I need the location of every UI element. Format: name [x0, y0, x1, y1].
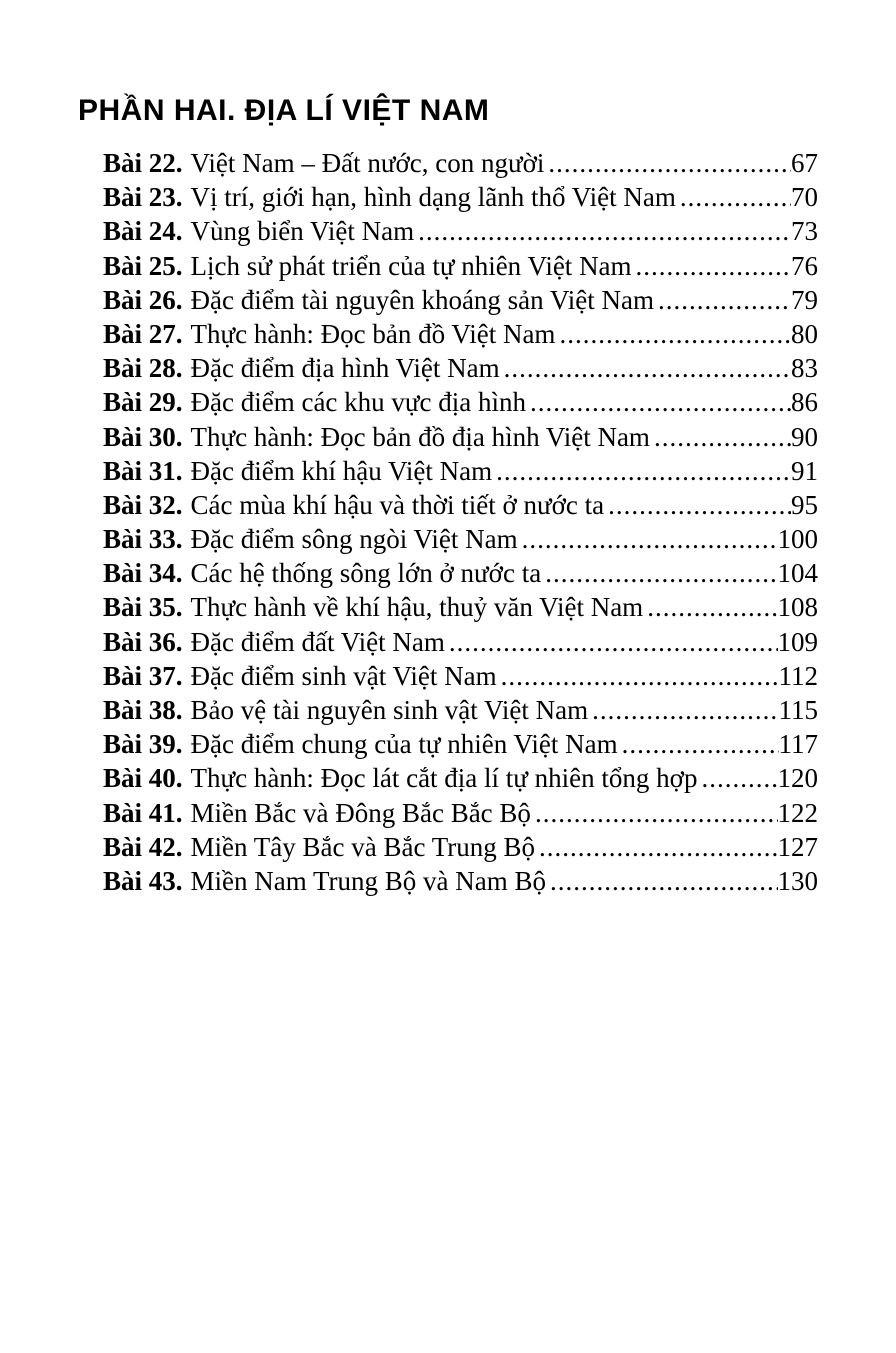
toc-entry-label: Bài 24.: [103, 216, 183, 247]
toc-entry-label: Bài 38.: [103, 695, 183, 725]
toc-entry-title: Thực hành: Đọc bản đồ địa hình Việt Nam: [190, 421, 650, 452]
toc-dot-leader: [501, 659, 779, 693]
toc-entry-page-number: 90: [791, 421, 818, 452]
toc-entry-title: Miền Bắc và Đông Bắc Bắc Bộ: [190, 797, 531, 828]
toc-entry-page-number: 127: [777, 831, 818, 862]
toc-entry-title: Thực hành: Đọc bản đồ Việt Nam: [190, 318, 556, 349]
toc-dot-leader: [504, 351, 791, 385]
toc-entry-title: Đặc điểm các khu vực địa hình: [190, 387, 527, 418]
toc-entry-title: Đặc điểm khí hậu Việt Nam: [190, 455, 493, 486]
toc-entry: [103, 488, 818, 522]
toc-entry: [103, 420, 818, 454]
toc-dot-leader: [647, 590, 777, 624]
toc-entry-page-number: 67: [791, 148, 818, 178]
toc-entry-title: Vị trí, giới hạn, hình dạng lãnh thổ Việt Nam: [190, 182, 676, 213]
toc-dot-leader: [522, 522, 778, 556]
toc-entry: [103, 454, 818, 488]
toc-list: [103, 146, 818, 898]
toc-entry-page-number: 122: [777, 797, 818, 828]
toc-entry-label: Bài 36.: [103, 626, 183, 657]
toc-dot-leader: [654, 420, 791, 454]
toc-entry: [103, 556, 818, 590]
toc-entry-title: Các mùa khí hậu và thời tiết ở nước ta: [190, 489, 605, 520]
toc-dot-leader: [658, 283, 791, 317]
toc-entry-title: Đặc điểm tài nguyên khoáng sản Việt Nam: [190, 284, 655, 315]
toc-entry-title: Việt Nam – Đất nước, con người: [190, 148, 545, 178]
toc-entry-label: Bài 25.: [103, 250, 183, 281]
toc-entry: [103, 864, 818, 898]
toc-entry: [103, 693, 818, 727]
toc-entry-page-number: 86: [791, 387, 818, 418]
toc-entry: [103, 180, 818, 214]
toc-entry-page-number: 73: [791, 216, 818, 247]
toc-entry: [103, 283, 818, 317]
toc-entry-label: Bài 39.: [103, 729, 183, 760]
toc-entry: [103, 625, 818, 659]
toc-entry-title: Thực hành: Đọc lát cắt địa lí tự nhiên tổng hợp: [190, 763, 698, 794]
toc-dot-leader: [535, 796, 778, 830]
toc-entry-page-number: 79: [791, 284, 818, 315]
toc-dot-leader: [622, 727, 779, 761]
toc-entry-page-number: 120: [777, 763, 818, 794]
toc-entry-title: Đặc điểm địa hình Việt Nam: [190, 353, 500, 384]
toc-dot-leader: [539, 830, 778, 864]
toc-dot-leader: [592, 693, 778, 727]
toc-entry-title: Các hệ thống sông lớn ở nước ta: [190, 558, 542, 589]
toc-dot-leader: [530, 385, 791, 419]
toc-dot-leader: [496, 454, 791, 488]
toc-entry-page-number: 95: [791, 489, 818, 520]
toc-entry: [103, 796, 818, 830]
toc-dot-leader: [701, 761, 777, 795]
toc-entry: [103, 590, 818, 624]
toc-entry-label: Bài 35.: [103, 592, 183, 623]
toc-entry-title: Đặc điểm chung của tự nhiên Việt Nam: [190, 729, 618, 760]
toc-entry-label: Bài 42.: [103, 831, 183, 862]
toc-entry-label: Bài 37.: [103, 660, 183, 691]
toc-dot-leader: [545, 556, 777, 590]
toc-entry: [103, 317, 818, 351]
toc-entry-label: Bài 43.: [103, 865, 183, 896]
toc-dot-leader: [680, 180, 791, 214]
toc-entry-label: Bài 26.: [103, 284, 183, 315]
toc-entry-page-number: 104: [777, 558, 818, 589]
toc-dot-leader: [449, 625, 778, 659]
toc-entry-label: Bài 23.: [103, 182, 183, 213]
toc-entry-page-number: 91: [791, 455, 818, 486]
toc-entry-page-number: 109: [777, 626, 818, 657]
toc-entry: [103, 659, 818, 693]
toc-entry-label: Bài 30.: [103, 421, 183, 452]
toc-entry-label: Bài 22.: [103, 148, 183, 178]
toc-entry-label: Bài 27.: [103, 318, 183, 349]
toc-entry-page-number: 130: [777, 865, 818, 896]
toc-entry-page-number: 115: [778, 695, 818, 725]
toc-dot-leader: [559, 317, 791, 351]
toc-entry-page-number: 100: [777, 524, 818, 555]
toc-entry-page-number: 80: [791, 318, 818, 349]
toc-entry-title: Bảo vệ tài nguyên sinh vật Việt Nam: [190, 695, 589, 725]
toc-entry: [103, 830, 818, 864]
toc-entry-title: Đặc điểm đất Việt Nam: [190, 626, 445, 657]
toc-entry-label: Bài 34.: [103, 558, 183, 589]
toc-dot-leader: [608, 488, 791, 522]
toc-entry: [103, 727, 818, 761]
toc-entry-page-number: 70: [791, 182, 818, 213]
toc-entry: [103, 522, 818, 556]
toc-entry-label: Bài 40.: [103, 763, 183, 794]
toc-entry-page-number: 108: [777, 592, 818, 623]
toc-entry-label: Bài 32.: [103, 489, 183, 520]
toc-entry-title: Thực hành về khí hậu, thuỷ văn Việt Nam: [190, 592, 644, 623]
toc-entry-page-number: 76: [791, 250, 818, 281]
toc-entry-label: Bài 29.: [103, 387, 183, 418]
toc-entry-title: Miền Nam Trung Bộ và Nam Bộ: [190, 865, 547, 896]
toc-entry: [103, 761, 818, 795]
toc-entry: [103, 146, 818, 180]
toc-entry-page-number: 83: [791, 353, 818, 384]
toc-entry-title: Đặc điểm sông ngòi Việt Nam: [190, 524, 518, 555]
toc-entry-label: Bài 28.: [103, 353, 183, 384]
toc-dot-leader: [636, 249, 791, 283]
toc-entry-title: Vùng biển Việt Nam: [190, 216, 415, 247]
toc-entry-label: Bài 33.: [103, 524, 183, 555]
toc-entry: [103, 351, 818, 385]
toc-entry-title: Miền Tây Bắc và Bắc Trung Bộ: [190, 831, 535, 862]
toc-dot-leader: [418, 214, 791, 248]
toc-entry: [103, 214, 818, 248]
toc-dot-leader: [548, 146, 791, 180]
toc-entry: [103, 249, 818, 283]
toc-entry-title: Đặc điểm sinh vật Việt Nam: [190, 660, 497, 691]
toc-entry-page-number: 117: [778, 729, 818, 760]
toc-entry-label: Bài 31.: [103, 455, 183, 486]
toc-entry-page-number: 112: [778, 660, 818, 691]
section-title: PHẦN HAI. ĐỊA LÍ VIỆT NAM: [78, 94, 490, 127]
toc-entry-title: Lịch sử phát triển của tự nhiên Việt Nam: [190, 250, 632, 281]
toc-entry: [103, 385, 818, 419]
toc-dot-leader: [550, 864, 777, 898]
toc-entry-label: Bài 41.: [103, 797, 183, 828]
